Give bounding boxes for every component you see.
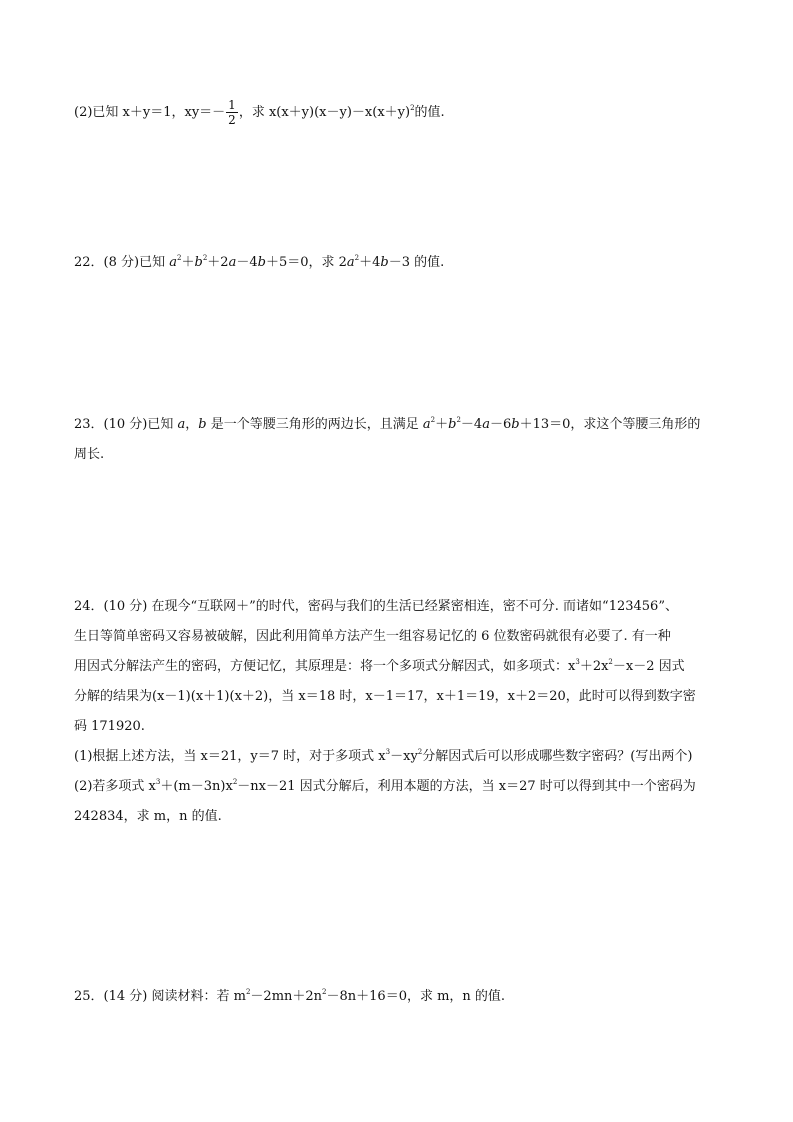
exponent: 2 [202, 254, 208, 262]
variable: b [448, 417, 457, 432]
question-line [74, 248, 734, 278]
text: －xy [390, 749, 418, 764]
variable: a [177, 417, 186, 432]
text: ＋ [435, 417, 449, 432]
variable: a [422, 417, 431, 432]
exponent: 3 [385, 748, 391, 756]
question-line [74, 410, 734, 440]
text: －6 [489, 417, 512, 432]
text: －2mn＋2n [250, 989, 323, 1004]
variable: b [511, 417, 520, 432]
text: ＋2x [579, 659, 609, 674]
text: ， [185, 417, 199, 432]
fraction [226, 98, 238, 127]
fraction-denominator: 2 [228, 113, 236, 127]
variable: a [169, 255, 177, 270]
exponent: 2 [354, 254, 360, 262]
text: ＋2 [207, 255, 229, 270]
text: ＋ [181, 255, 195, 270]
exponent: 2 [430, 416, 436, 424]
question-label: 23．(10 分)已知 [74, 417, 178, 432]
text: ＋4 [359, 255, 381, 270]
text: ＋(m－3n)x [160, 779, 233, 794]
question-line: 分解的结果为(x－1)(x＋1)(x＋2)，当 x＝18 时，x－1＝17，x＋1＝19，x＋2＝20，此时可以得到数字密 [74, 689, 696, 704]
variable: b [198, 417, 207, 432]
exponent: 2 [608, 658, 613, 666]
text: －8n＋16＝0，求 m，n 的值. [326, 989, 506, 1004]
question-21-part-2 [74, 98, 734, 128]
text: －nx－21 因式分解后，利用本题的方法，当 x＝27 时可以得到其中一个密码为 [237, 779, 696, 794]
text: －4 [460, 417, 483, 432]
text: －x－2 因式 [612, 659, 685, 674]
variable: a [228, 255, 237, 270]
question-line [74, 772, 734, 802]
question-line [74, 98, 734, 128]
variable: b [380, 255, 389, 270]
question-label: 25．(14 分) 阅读材料：若 m [74, 989, 246, 1004]
text: ＋13＝0，求这个等腰三角形的 [519, 417, 701, 432]
exponent: 2 [410, 104, 415, 112]
exponent: 2 [232, 778, 238, 786]
text: ，求 x(x＋y)(x－y)－x(x＋y) [238, 105, 411, 120]
question-24 [74, 592, 734, 832]
question-23 [74, 410, 734, 470]
text: －3 的值. [388, 255, 445, 270]
text: ＋5＝0，求 2 [265, 255, 347, 270]
text: (2)已知 x＋y＝1，xy＝－ [74, 105, 226, 120]
question-line: 周长. [74, 447, 105, 462]
question-line: 24．(10 分) 在现今“互联网＋”的时代，密码与我们的生活已经紧密相连，密不可分. 而诸如“123456”、 [74, 599, 678, 614]
text: (1)根据上述方法，当 x＝21，y＝7 时，对于多项式 x [74, 749, 386, 764]
exponent: 3 [155, 778, 161, 786]
exponent: 2 [177, 254, 182, 262]
question-line [74, 982, 734, 1012]
text: (2)若多项式 x [74, 779, 156, 794]
exponent: 2 [322, 988, 327, 996]
text: －4 [236, 255, 258, 270]
text: 分解因式后可以形成哪些数字密码？(写出两个) [422, 749, 693, 764]
text: 用因式分解法产生的密码，方便记忆，其原理是：将一个多项式分解因式，如多项式：x [74, 659, 576, 674]
variable: b [194, 255, 203, 270]
question-line [74, 652, 734, 682]
question-line [74, 742, 734, 772]
text: 是一个等腰三角形的两边长，且满足 [206, 417, 423, 432]
question-line: 生日等简单密码又容易被破解，因此利用简单方法产生一组容易记忆的 6 位数密码就很有必要了. 有一种 [74, 629, 671, 644]
question-25 [74, 982, 734, 1012]
variable: a [482, 417, 490, 432]
question-line: 242834，求 m，n 的值. [74, 809, 222, 824]
exponent: 2 [417, 748, 423, 756]
question-label: 22．(8 分)已知 [74, 255, 170, 270]
fraction-numerator: 1 [228, 98, 236, 112]
exponent: 2 [456, 416, 461, 424]
exponent: 3 [575, 658, 580, 666]
exponent: 2 [245, 988, 251, 996]
variable: a [346, 255, 355, 270]
variable: b [257, 255, 266, 270]
question-22 [74, 248, 734, 278]
question-line: 码 171920. [74, 719, 145, 734]
text: 的值. [414, 105, 445, 120]
